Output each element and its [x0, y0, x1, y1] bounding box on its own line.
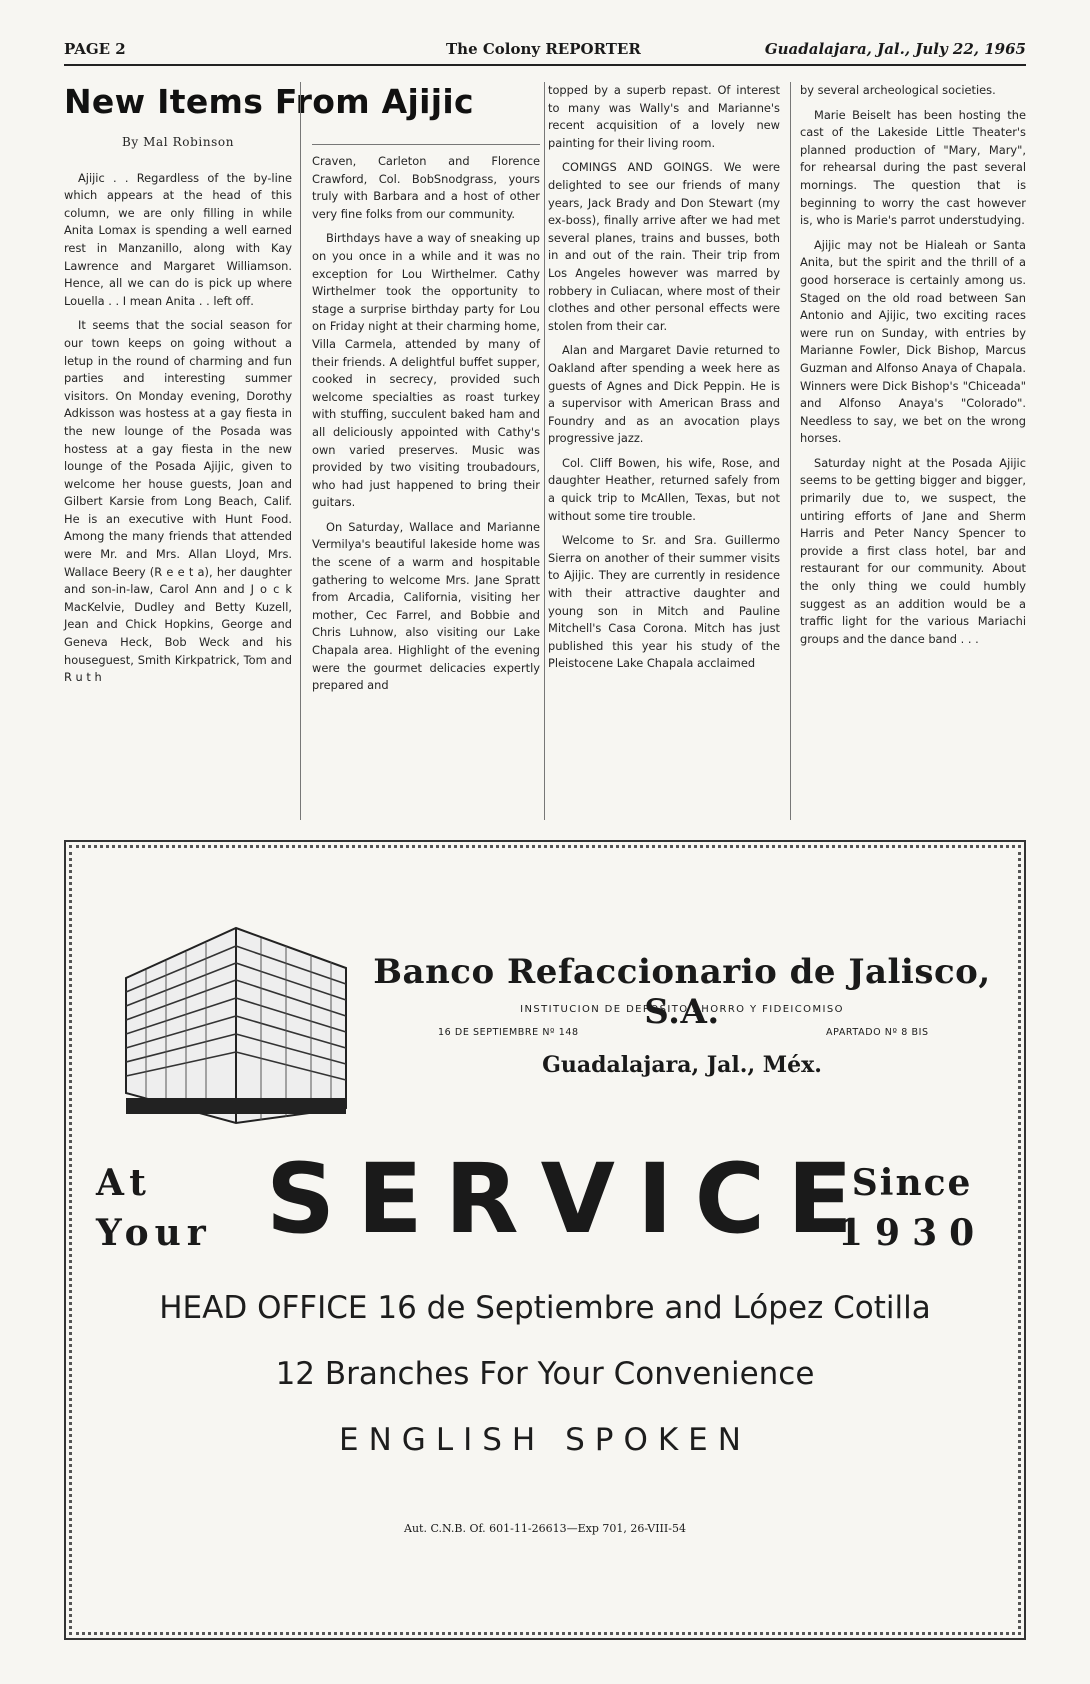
bank-address: 16 DE SEPTIEMBRE Nº 148 [438, 1027, 579, 1038]
at-your-text [96, 1158, 212, 1258]
bank-institution: INSTITUCION DE DEPOSITO AHORRO Y FIDEICOMISO [520, 1004, 844, 1015]
column-rule [790, 82, 791, 820]
bank-building-illustration [116, 908, 356, 1128]
your-word: Your [96, 1212, 212, 1254]
bank-apartado: APARTADO Nº 8 BIS [826, 1027, 929, 1038]
paragraph: On Saturday, Wallace and Marianne Vermilya's beautiful lakeside home was the scene of a warm and hospitable gathering to welcome Mrs. Jane Spratt from Arcadia, California, visiting her mother, Cec Farrel, and Bobbie and Chris Luhnow, also visiting our Lake Chapala area. Highlight of the evening were the gourmet delicacies expertly prepared and [312, 519, 540, 693]
paragraph: Ajijic may not be Hialeah or Santa Anita, but the spirit and the thrill of a good horserace is certainly among us. Staged on the old road between San Antonio and Ajijic, two exciting races were run on Sunday, with entries by Marianne Fowler, Dick Bishop, Marcus Guzman and Alfonso Anaya of Chapala. Winners were Dick Bishop's "Chiceada" and Alfonso Anaya's "Colorado". Needless to say, we bet on the wrong horses. [800, 237, 1026, 446]
paragraph: It seems that the social season for our town keeps on going without a letup in the round of charming and fun parties and interesting summer visitors. On Monday evening, Dorothy Adkisson was hostess at a gay fiesta in the new lounge of the Posada was hostess at a gay fiesta in the new lounge of the Posada Ajijic, given to welcome her house guests, Joan and Gilbert Karsie from Long Beach, Calif. He is an executive with Hunt Food. Among the many friends that attended were Mr. and Mrs. Allan Lloyd, Mrs. Wallace Beery (R e e t a), her daughter and son-in-law, Carol Ann and J o c k MacKelvie, Dudley and Betty Kuzell, Jean and Chick Hopkins, George and Geneva Heck, Bob Weck and his houseguest, Smith Kirkpatrick, Tom and R u t h [64, 318, 292, 685]
bank-advertisement [64, 840, 1026, 1640]
masthead [64, 38, 1026, 66]
branches-line: 12 Branches For Your Convenience [275, 1356, 815, 1392]
paragraph: topped by a superb repast. Of interest to many was Wally's and Marianne's recent acquisition of a lovely new painting for their living room. [548, 83, 780, 150]
paragraph: Craven, Carleton and Florence Crawford, Col. BobSnodgrass, yours truly with Barbara and a host of other very fine folks from our community. [312, 154, 540, 221]
paragraph: Col. Cliff Bowen, his wife, Rose, and daughter Heather, returned safely from a quick trip to McAllen, Texas, but not without some tire trouble. [548, 455, 780, 523]
authorization-note: Aut. C.N.B. Of. 601-11-26613—Exp 701, 26-VIII-54 [404, 1522, 686, 1535]
bank-name: Banco Refaccionario de Jalisco, S.A. [373, 952, 991, 1032]
issue-date: Guadalajara, Jal., July 22, 1965 [764, 40, 1026, 58]
column-rule [544, 82, 545, 820]
page-number: PAGE 2 [64, 40, 126, 58]
service-word: SERVICE [266, 1143, 875, 1255]
head-office-line: HEAD OFFICE 16 de Septiembre and López Cotilla [159, 1290, 931, 1326]
paragraph: COMINGS AND GOINGS. We were delighted to see our friends of many years, Jack Brady and Don Stewart (my ex-boss), finally arrive after we had met several planes, trains and busses, both in and out of the rain. Their trip from Los Angeles however was marred by robbery in Culiacan, where most of their clothes and other personal effects were stolen from their car. [548, 160, 780, 333]
newspaper-name: The Colony REPORTER [446, 40, 641, 58]
paragraph: Ajijic . . Regardless of the by-line which appears at the head of this column, we are only filling in while Anita Lomax is spending a well earned rest in Manzanillo, along with Kay Lawrence and Margaret Williamson. Hence, all we can do is pick up where Louella . . I mean Anita . . left off. [64, 170, 292, 308]
column-2 [312, 82, 540, 820]
since-year: 1930 [838, 1212, 987, 1254]
column-3 [548, 82, 780, 820]
since-text [838, 1158, 986, 1258]
paragraph: Birthdays have a way of sneaking up on you once in a while and it was no exception for Lou Wirthelmer. Cathy Wirthelmer took the opportunity to stage a surprise birthday party for Lou on Friday night at their charming home, Villa Carmela, attended by many of their friends. A delightful buffet supper, cooked in secrecy, provided such welcome specialties as roast turkey with stuffing, succulent baked ham and all deliciously appointed with Cathy's own varied preserves. Music was provided by two visiting troubadours, who had just happened to bring their guitars. [312, 231, 540, 510]
article-byline: By Mal Robinson [121, 135, 235, 149]
bank-city: Guadalajara, Jal., Méx. [542, 1052, 822, 1078]
paragraph: Alan and Margaret Davie returned to Oakland after spending a week here as guests of Agnes and Dick Peppin. He is a supervisor with American Brass and Foundry and as an avocation plays progressive jazz. [548, 343, 780, 446]
paragraph: by several archeological societies. [800, 83, 996, 97]
column-rule [300, 82, 301, 820]
paragraph: Saturday night at the Posada Ajijic seems to be getting bigger and bigger, primarily due to, we suspect, the untiring efforts of Jane and Sherm Harris and Peter Nancy Spencer to provide a first class hotel, bar and restaurant for our community. About the only thing we could humbly suggest as an addition would be a traffic light for the various Mariachi groups and the dance band . . . [800, 455, 1026, 646]
english-spoken-line: ENGLISH SPOKEN [339, 1422, 751, 1458]
at-word: At [96, 1162, 152, 1204]
paragraph: Marie Beiselt has been hosting the cast of the Lakeside Little Theater's planned production of "Mary, Mary", for rehearsal during the past several mornings. The question that is beginning to worry the cast however is, who is Marie's parrot understudying. [800, 107, 1026, 228]
paragraph: Welcome to Sr. and Sra. Guillermo Sierra on another of their summer visits to Ajijic. They are currently in residence with their attractive daughter and young son in Mitch and Pauline Mitchell's Casa Corona. Mitch has just published this year his study of the Pleistocene Lake Chapala acclaimed [548, 533, 780, 671]
article-headline: New Items From Ajijic [64, 82, 474, 121]
column-4 [800, 82, 1026, 820]
since-word: Since [851, 1162, 973, 1204]
headline-space [312, 82, 540, 145]
